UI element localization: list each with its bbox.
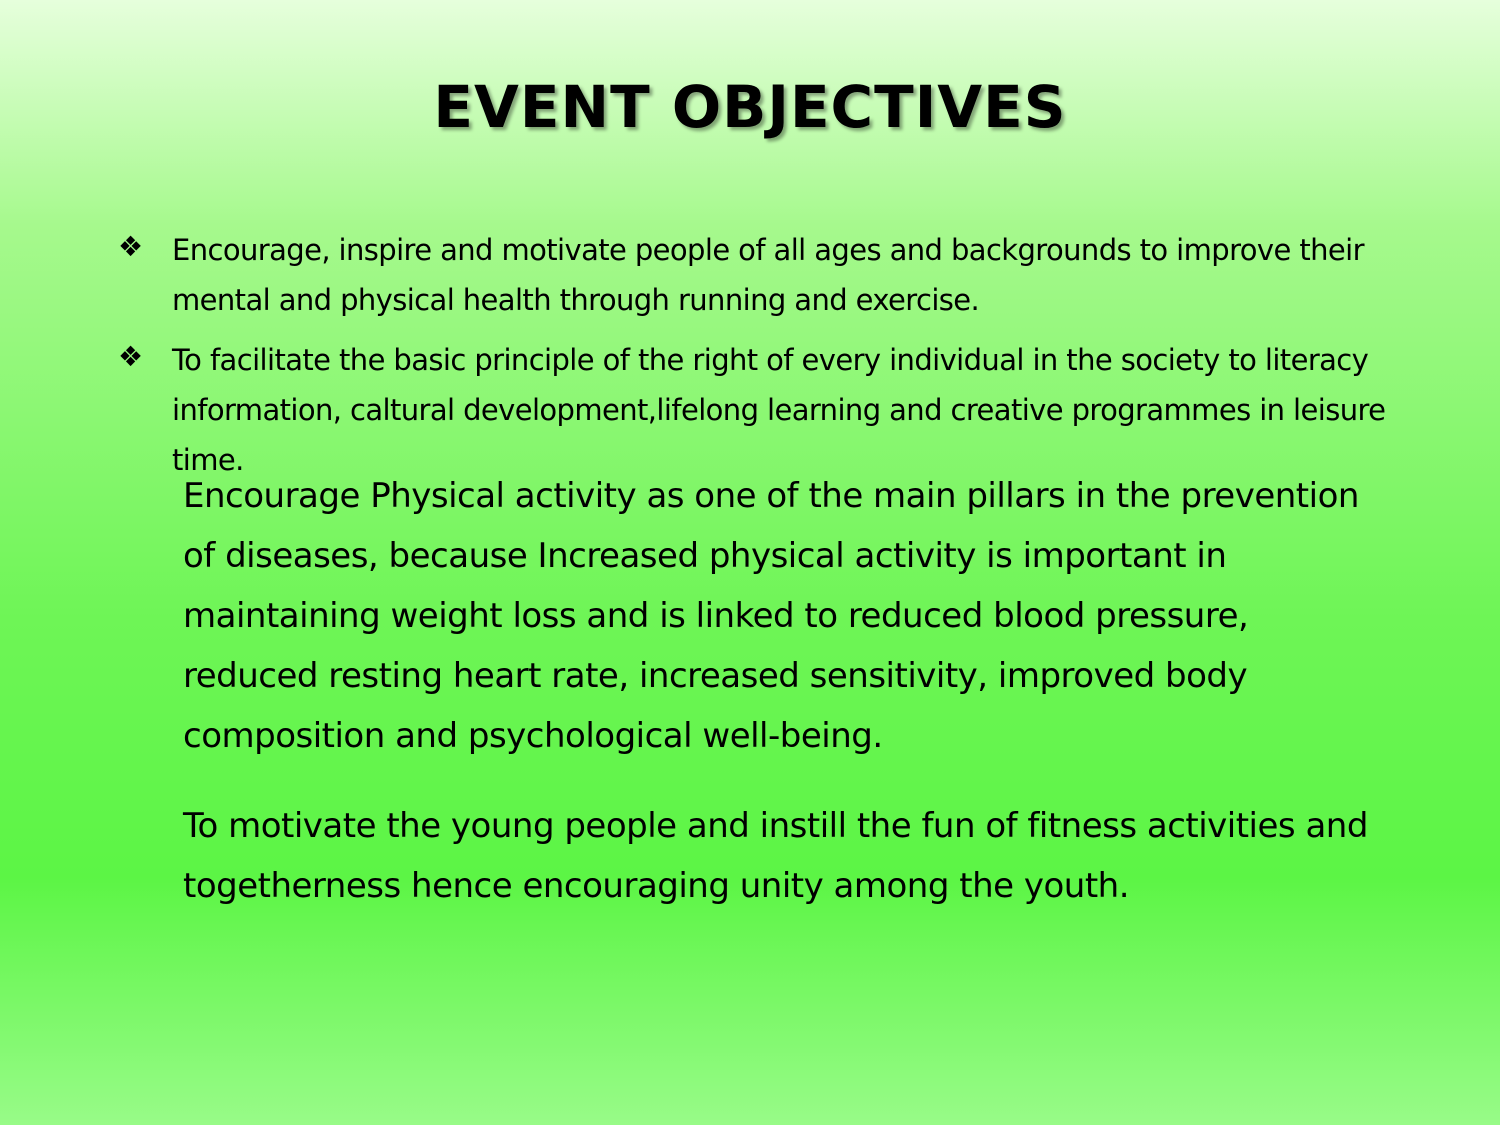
bullet-item: [118, 335, 1458, 485]
slide-title: EVENT OBJECTIVES: [433, 73, 1067, 141]
bullet-text: Encourage, inspire and motivate people of all ages and backgrounds to improve their mental and physical health through running and exercise.: [172, 233, 1364, 317]
bullet-text: To facilitate the basic principle of the right of every individual in the society to literacy information, caltural development,lifelong learning and creative programmes in leisure time.: [172, 343, 1386, 477]
four-diamond-bullet-icon: ❖: [118, 340, 143, 373]
four-diamond-bullet-icon: ❖: [118, 230, 143, 263]
physical-activity-paragraph: Encourage Physical activity as one of the main pillars in the prevention of diseases, because Increased physical activity is important in maintaining weight loss and is linked to reduced blood pressure, reduced resting heart rate, increased sensitivity, improved body composition and psychological well-being.: [183, 476, 1359, 756]
objectives-bullet-list: [118, 225, 1458, 495]
youth-motivation-paragraph: To motivate the young people and instill the fun of fitness activities and togetherness hence encouraging unity among the youth.: [183, 806, 1368, 906]
bullet-item: [118, 225, 1458, 325]
